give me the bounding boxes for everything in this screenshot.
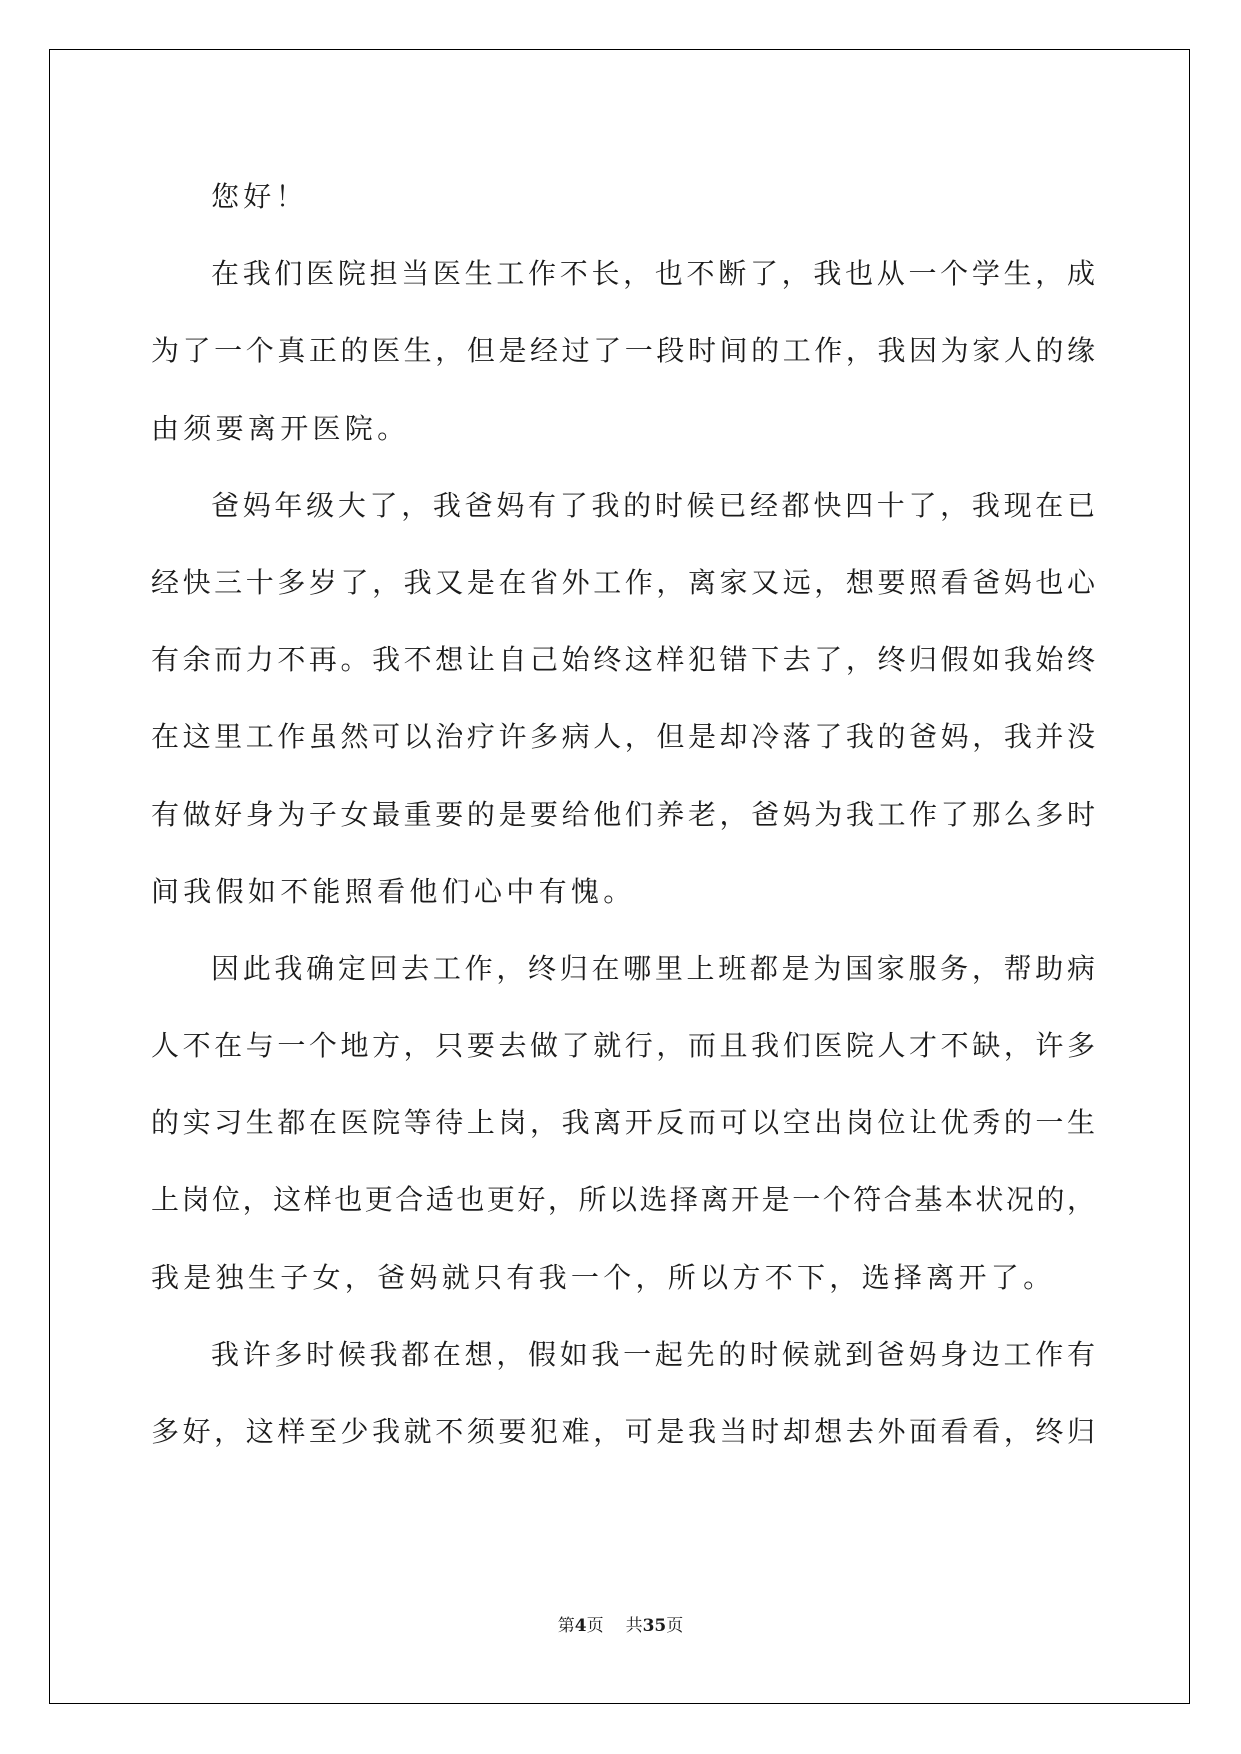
page-suffix: 页 (586, 1616, 604, 1636)
paragraph-2-line-1: 爸妈年级大了，我爸妈有了我的时候已经都快四十了，我现在已 (211, 488, 1095, 522)
paragraph-2-line-6: 间我假如不能照看他们心中有愧。 (151, 874, 636, 908)
greeting-line: 您好！ (211, 180, 308, 213)
paragraph-1-line-1: 在我们医院担当医生工作不长，也不断了，我也从一个学生，成 (211, 257, 1095, 291)
paragraph-4-line-1: 我许多时候我都在想，假如我一起先的时候就到爸妈身边工作有 (211, 1337, 1095, 1371)
current-page-number: 4 (574, 1616, 587, 1636)
paragraph-3-line-2: 人不在与一个地方，只要去做了就行，而且我们医院人才不缺，许多 (151, 1029, 1095, 1063)
page-prefix: 第 (557, 1616, 575, 1636)
document-body (151, 158, 1095, 1470)
paragraph-1-line-3: 由须要离开医院。 (151, 411, 410, 445)
paragraph-3-line-1: 因此我确定回去工作，终归在哪里上班都是为国家服务，帮助病 (211, 951, 1095, 985)
paragraph-1-line-2: 为了一个真正的医生，但是经过了一段时间的工作，我因为家人的缘 (151, 334, 1095, 368)
paragraph-2-line-4: 在这里工作虽然可以治疗许多病人，但是却冷落了我的爸妈，我并没 (151, 720, 1095, 754)
paragraph-2-line-3: 有余而力不再。我不想让自己始终这样犯错下去了，终归假如我始终 (151, 643, 1095, 677)
paragraph-3-line-4: 上岗位，这样也更合适也更好，所以选择离开是一个符合基本状况的， (151, 1183, 1095, 1217)
total-page-number: 35 (642, 1616, 667, 1636)
paragraph-2-line-5: 有做好身为子女最重要的是要给他们养老，爸妈为我工作了那么多时 (151, 797, 1095, 831)
paragraph-4-line-2: 多好，这样至少我就不须要犯难，可是我当时却想去外面看看，终归 (151, 1415, 1095, 1448)
paragraph-3-line-3: 的实习生都在医院等待上岗，我离开反而可以空出岗位让优秀的一生 (151, 1106, 1095, 1140)
total-suffix: 页 (666, 1616, 684, 1636)
total-prefix: 共 (625, 1616, 643, 1636)
paragraph-2-line-2: 经快三十多岁了，我又是在省外工作，离家又远，想要照看爸妈也心 (151, 565, 1095, 599)
page-number-footer (0, 1611, 1241, 1636)
paragraph-3-line-5: 我是独生子女，爸妈就只有我一个，所以方不下，选择离开了。 (151, 1260, 1056, 1294)
